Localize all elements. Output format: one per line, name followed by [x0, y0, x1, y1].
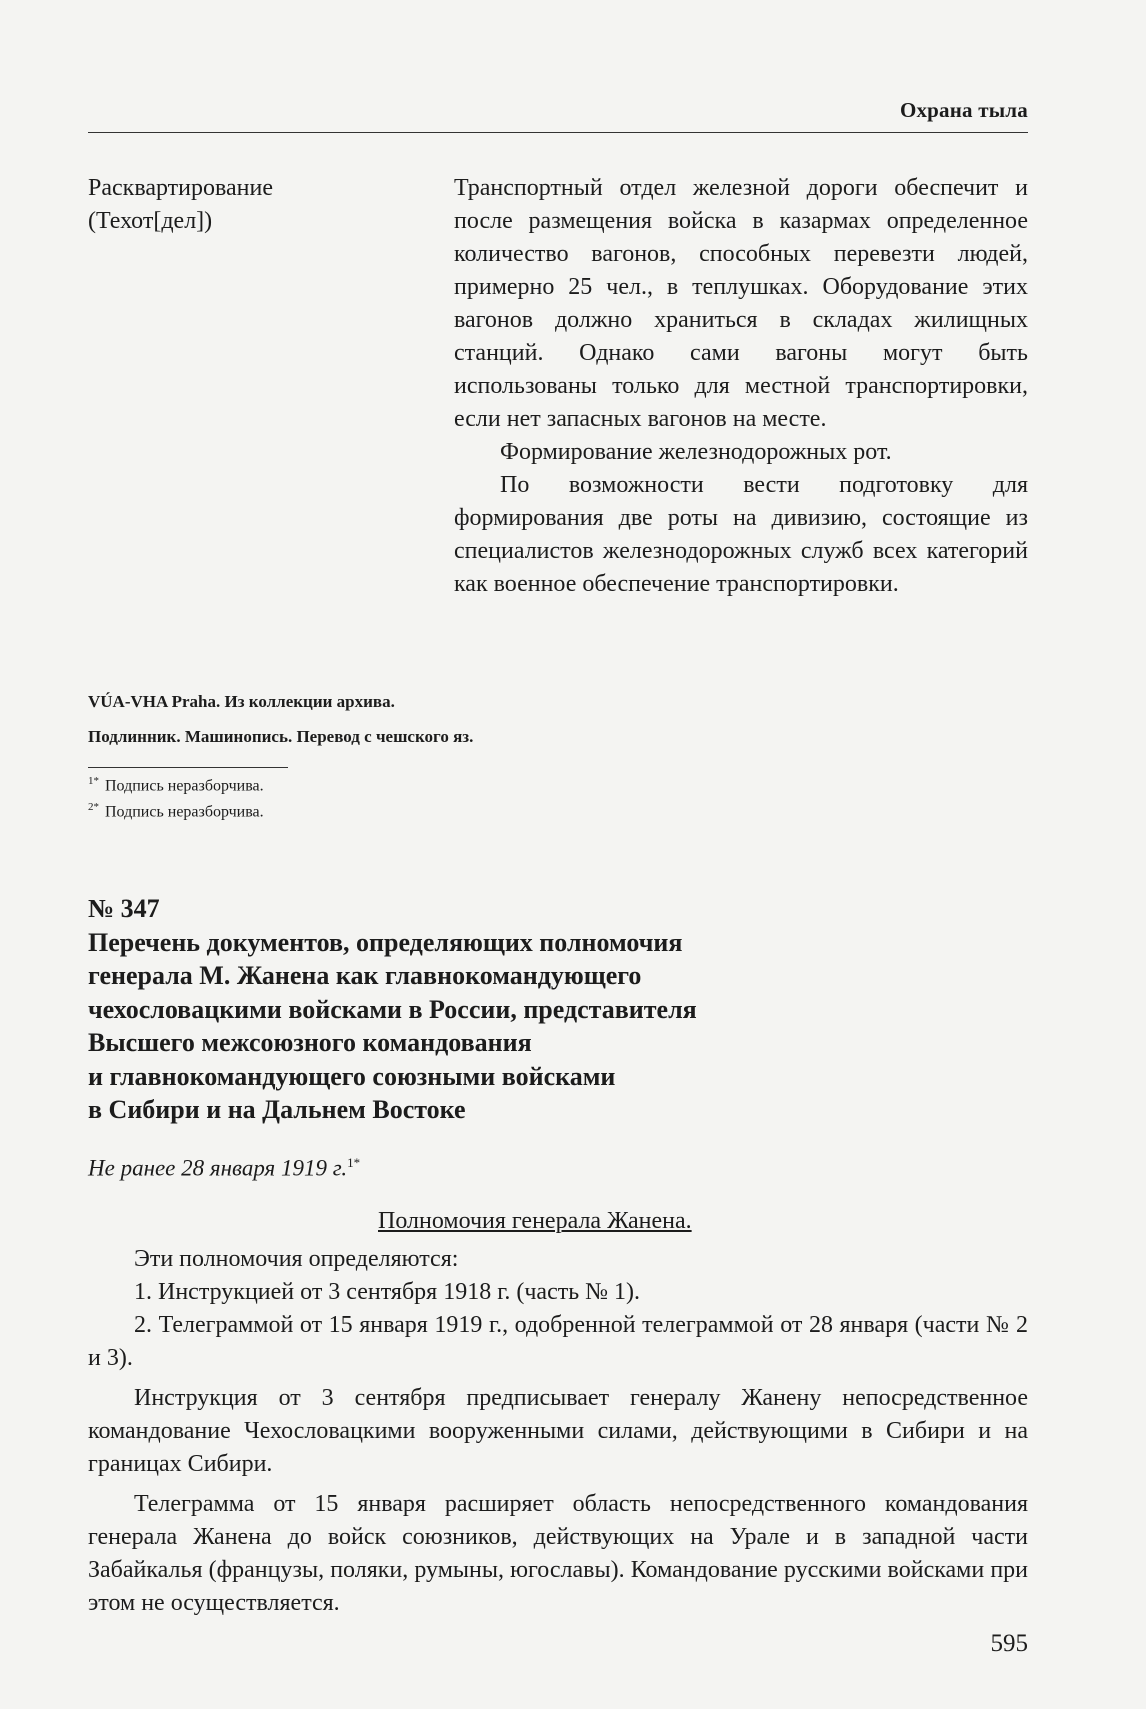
body-paragraph: Эти полномочия определяются: — [134, 1246, 459, 1272]
transport-paragraph: Транспортный отдел железной дороги обеспечит и после размещения войска в казармах определенное количество вагонов, способных перевезти людей, примерно 25 чел., в теплушках. Оборудование этих вагонов должно храниться в складах жилищных станций. Однако сами вагоны могут быть использованы только для местной транспортировки, если нет запасных вагонов на месте. — [454, 175, 1028, 432]
title-line: чехословацкими войсками в России, представителя — [88, 994, 697, 1024]
title-line: и главнокомандующего союзными войсками — [88, 1061, 616, 1091]
document-page — [88, 0, 1028, 1709]
section-heading: Полномочия генерала Жанена. — [378, 1208, 692, 1234]
title-line: в Сибири и на Дальнем Востоке — [88, 1095, 466, 1124]
page-number: 595 — [990, 1630, 1028, 1657]
date-text: Не ранее 28 января 1919 г. — [88, 1155, 348, 1181]
footnote-rule — [88, 767, 288, 768]
body-paragraph: 1. Инструкцией от 3 сентября 1918 г. (часть № 1). — [134, 1279, 641, 1305]
footnote-text: Подпись неразборчива. — [105, 777, 264, 795]
title-line: генерала М. Жанена как главнокомандующего — [88, 961, 642, 990]
title-line: Высшего межсоюзного командования — [88, 1028, 532, 1057]
header-rule — [88, 132, 1028, 133]
railway-companies-heading: Формирование железнодорожных рот. — [500, 439, 892, 465]
body-paragraph: Инструкция от 3 сентября предписывает генералу Жанену непосредственное командование Чехословацкими вооруженными силами, действующими в Сибири и на границах Сибири. — [88, 1385, 1028, 1477]
footnote-text: Подпись неразборчива. — [105, 803, 264, 821]
footnote-1 — [88, 775, 264, 795]
document-title — [88, 892, 908, 1127]
source-archive: VÚA-VHA Praha. Из коллекции архива. — [88, 692, 395, 711]
body-paragraph: 2. Телеграммой от 15 января 1919 г., одобренной телеграммой от 28 января (части № 2 и 3). — [88, 1312, 1028, 1371]
document-number: № 347 — [88, 894, 160, 923]
footnote-2 — [88, 801, 264, 821]
title-line: Перечень документов, определяющих полномочия — [88, 927, 683, 957]
footnote-mark: 2* — [88, 801, 99, 813]
document-date — [88, 1155, 360, 1182]
side-label — [88, 172, 388, 238]
top-right-column — [454, 172, 1028, 601]
body-paragraph: Телеграмма от 15 января расширяет область непосредственного командования генерала Жанена до войск союзников, действующих на Урале и в западной части Забайкалья (французы, поляки, румыны, югославы). Командование русскими войсками при этом не осуществляется. — [88, 1491, 1028, 1616]
railway-companies-paragraph: По возможности вести подготовку для формирования две роты на дивизию, состоящие из специалистов железнодорожных служб всех категорий как военное обеспечение транспортировки. — [454, 472, 1028, 597]
date-footnote-mark: 1* — [347, 1155, 361, 1170]
side-label-line-2: (Техот[дел]) — [88, 208, 213, 234]
side-label-line-1: Расквартирование — [88, 175, 274, 201]
body-text — [88, 1243, 1028, 1620]
footnote-mark: 1* — [88, 775, 99, 787]
running-head: Охрана тыла — [899, 98, 1028, 122]
source-type: Подлинник. Машинопись. Перевод с чешского яз. — [88, 727, 474, 746]
